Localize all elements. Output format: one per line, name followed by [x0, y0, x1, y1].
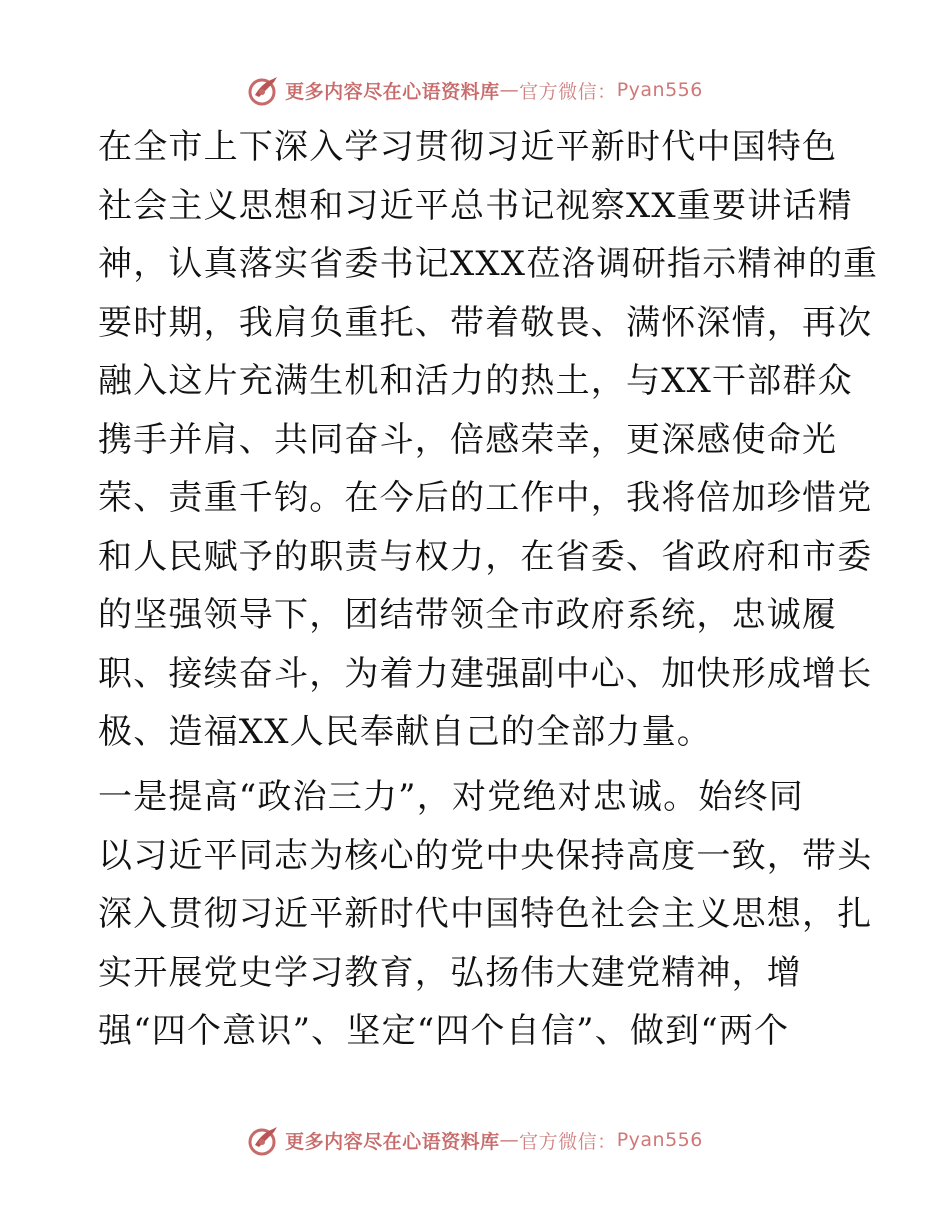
text-line: 和人民赋予的职责与权力，在省委、省政府和市委	[98, 536, 873, 577]
text-line: 的坚强领导下，团结带领全市政府系统，忠诚履	[98, 595, 838, 635]
watermark-text: 更多内容尽在心语资料库	[285, 80, 500, 103]
watermark-official-label: 官方微信：	[519, 1130, 617, 1153]
text-line: 深入贯彻习近平新时代中国特色社会主义思想，扎	[98, 894, 873, 934]
text-line: 极、造福XX人民奉献自己的全部力量。	[98, 712, 713, 752]
text-line: 携手并肩、共同奋斗，倍感荣幸，更深感使命光	[98, 419, 838, 460]
watermark-separator: —	[499, 79, 520, 101]
text-line: 强“四个意识”、坚定“四个自信”、做到“两个	[98, 1011, 790, 1051]
text-line: 职、接续奋斗，为着力建强副中心、加快形成增长	[98, 653, 873, 694]
watermark-header	[0, 70, 950, 110]
watermark-text: 更多内容尽在心语资料库	[285, 1130, 500, 1153]
text-line: 神，认真落实省委书记XXX莅洛调研指示精神的重	[98, 244, 879, 284]
text-line: 一是提高“政治三力”，对党绝对忠诚。始终同	[98, 777, 804, 817]
text-line: 融入这片充满生机和活力的热土，与XX干部群众	[98, 361, 853, 401]
text-line: 以习近平同志为核心的党中央保持高度一致，带头	[98, 835, 873, 876]
watermark-wechat-id: Pyan556	[616, 79, 703, 101]
text-line: 实开展党史学习教育，弘扬伟大建党精神，增	[98, 952, 802, 993]
text-line: 在全市上下深入学习贯彻习近平新时代中国特色	[98, 127, 838, 167]
text-line: 要时期，我肩负重托、带着敬畏、满怀深情，再次	[98, 302, 873, 343]
watermark-footer	[0, 1120, 950, 1160]
text-line: 社会主义思想和习近平总书记视察XX重要讲话精	[98, 185, 853, 226]
logo-icon	[247, 73, 281, 107]
watermark-wechat-id: Pyan556	[616, 1129, 703, 1151]
paragraph-intro	[98, 118, 879, 762]
watermark-official-label: 官方微信：	[519, 80, 617, 103]
text-line: 荣、责重千钧。在今后的工作中，我将倍加珍惜党	[98, 478, 873, 518]
logo-icon	[247, 1123, 281, 1157]
paragraph-political-loyalty	[98, 768, 873, 1061]
watermark-separator: —	[499, 1129, 520, 1151]
